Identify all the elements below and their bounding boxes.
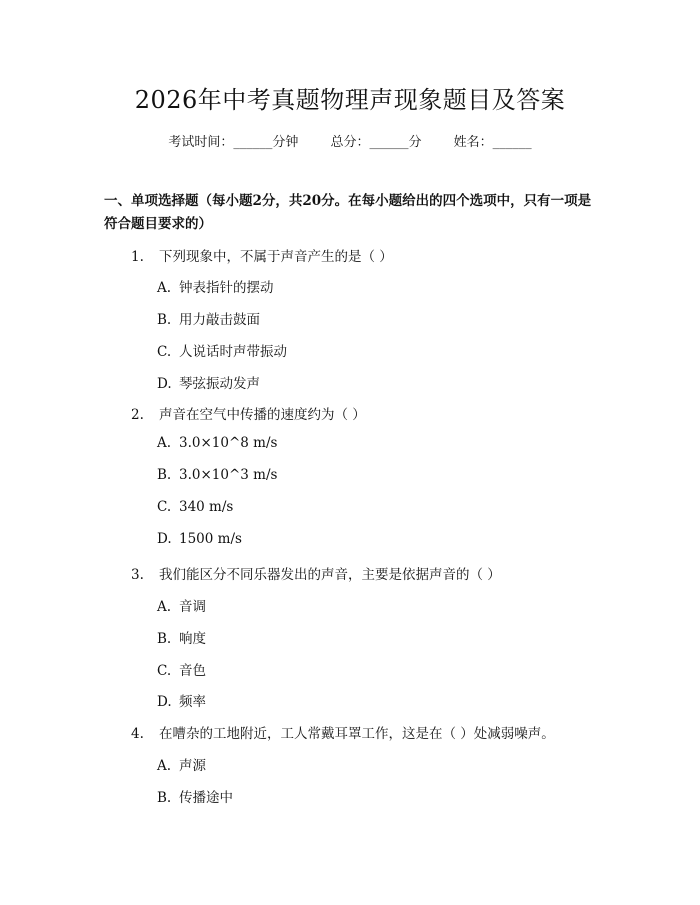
question-1-option-b	[157, 308, 260, 328]
page-title: 2026年中考真题物理声现象题目及答案	[134, 86, 566, 114]
option-letter: D.	[157, 531, 172, 547]
option-text: 声源	[179, 758, 206, 774]
option-letter: B.	[157, 312, 172, 328]
question-3	[131, 563, 501, 583]
question-1-option-c	[157, 340, 287, 360]
question-4	[131, 722, 555, 742]
total-score-field: 总分：______分	[330, 135, 422, 150]
option-letter: C.	[157, 499, 172, 515]
option-letter: D.	[157, 694, 172, 710]
option-letter: A.	[157, 758, 172, 774]
question-2-option-c	[157, 499, 233, 515]
option-text: 人说话时声带振动	[179, 344, 287, 360]
exam-info-line	[0, 131, 700, 150]
student-name-field: 姓名：______	[453, 135, 532, 150]
option-text: 音色	[179, 663, 206, 679]
option-text: 1500 m/s	[179, 531, 242, 547]
option-text: 响度	[179, 631, 206, 647]
option-letter: B.	[157, 631, 172, 647]
question-3-option-b	[157, 627, 206, 647]
option-letter: A.	[157, 280, 172, 296]
question-text: 下列现象中，不属于声音产生的是（ ）	[159, 249, 393, 265]
option-text: 3.0×10^8 m/s	[179, 435, 278, 451]
option-text: 340 m/s	[179, 499, 234, 515]
question-4-option-a	[157, 754, 206, 774]
option-letter: C.	[157, 663, 172, 679]
question-3-option-c	[157, 659, 206, 679]
question-number: 2.	[131, 407, 144, 423]
option-letter: D.	[157, 376, 172, 392]
option-text: 音调	[179, 599, 206, 615]
option-text: 3.0×10^3 m/s	[179, 467, 278, 483]
option-letter: A.	[157, 599, 172, 615]
question-1-option-a	[157, 276, 274, 296]
option-text: 钟表指针的摆动	[179, 280, 274, 296]
question-2	[131, 403, 366, 423]
question-text: 声音在空气中传播的速度约为（ ）	[159, 407, 366, 423]
exam-time-field: 考试时间：______分钟	[168, 135, 299, 150]
option-text: 频率	[179, 694, 206, 710]
question-2-option-b	[157, 467, 277, 483]
option-text: 用力敲击鼓面	[179, 312, 260, 328]
question-text: 在嘈杂的工地附近，工人常戴耳罩工作，这是在（ ）处减弱噪声。	[159, 726, 555, 742]
question-1-option-d	[157, 372, 260, 392]
option-text: 传播途中	[179, 790, 233, 806]
option-letter: B.	[157, 467, 172, 483]
question-4-option-b	[157, 786, 233, 806]
option-letter: A.	[157, 435, 172, 451]
question-2-option-d	[157, 531, 242, 547]
question-number: 3.	[131, 567, 144, 583]
question-text: 我们能区分不同乐器发出的声音，主要是依据声音的（ ）	[159, 567, 501, 583]
option-letter: C.	[157, 344, 172, 360]
section-heading: 一、单项选择题（每小题2分，共20分。在每小题给出的四个选项中，只有一项是符合题目要求的）	[104, 193, 592, 232]
question-3-option-d	[157, 690, 206, 710]
question-number: 1.	[131, 249, 144, 265]
option-text: 琴弦振动发声	[179, 376, 260, 392]
question-number: 4.	[131, 726, 144, 742]
option-letter: B.	[157, 790, 172, 806]
question-1	[131, 245, 393, 265]
question-3-option-a	[157, 595, 206, 615]
question-2-option-a	[157, 435, 277, 451]
